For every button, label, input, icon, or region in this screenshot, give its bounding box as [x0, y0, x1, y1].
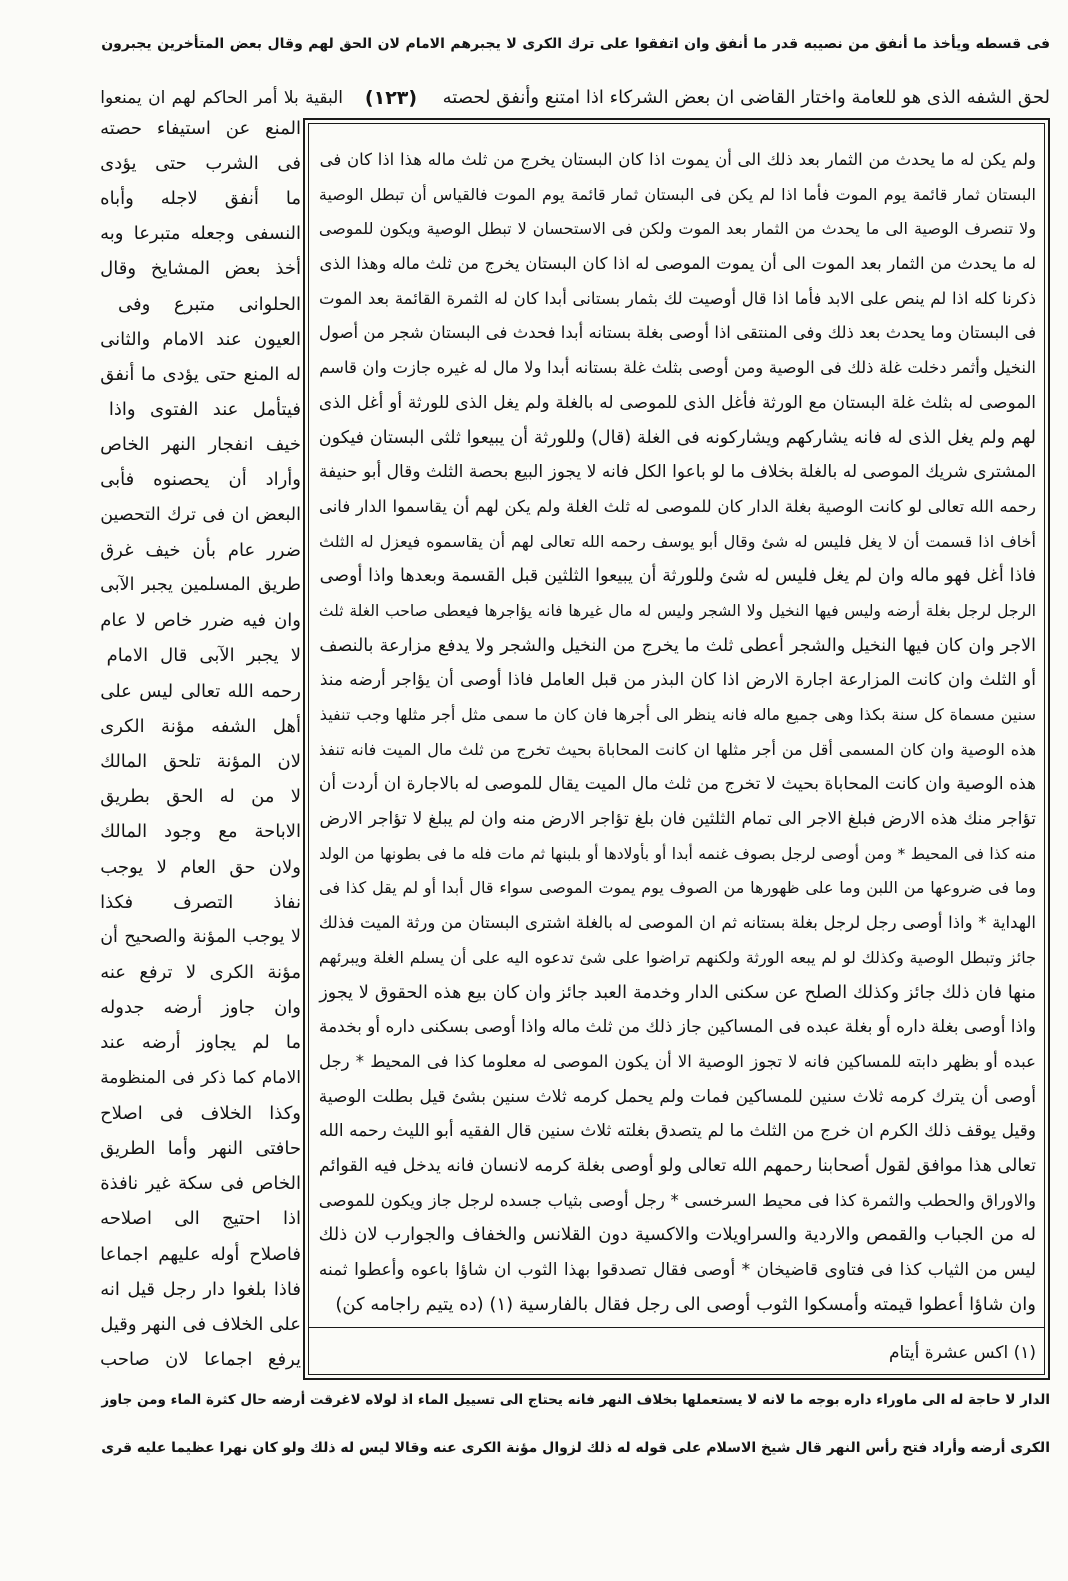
- main-text-line: الهداية * واذا أوصى رجل لرجل بغلة بستانه ثم ان الموصى له بالغلة اشترى البستان من ورثة الميت فذلك: [318, 913, 1036, 933]
- margin-note-line: له المنع حتى يؤدى ما أنفق: [100, 363, 301, 385]
- margin-note-line: لان المؤنة تلحق المالك: [100, 750, 301, 772]
- margin-note-line: ما لم يجاوز أرضه عند: [100, 1032, 301, 1054]
- page-number: (١٢٣): [364, 87, 418, 109]
- margin-note-line: الحلوانى متبرع وفى: [118, 293, 301, 315]
- footnote-rule: [309, 1327, 1044, 1328]
- footer-line: الكرى أرضه وأراد فتح رأس النهر قال شيخ الاسلام على قوله له ذلك لزوال مؤنة الكرى عنه وقالا ليس له ذلك ولو كان نهرا عظيما عليه قرى: [101, 1440, 1050, 1456]
- margin-note-line: ضرر عام بأن خيف غرق: [100, 539, 301, 561]
- main-text-line: البستان ثمار قائمة يوم الموت فأما اذا لم يكن فى البستان ثمار قائمة يوم الموت فالقياس أن تبطل الوصية: [318, 184, 1036, 204]
- margin-note-line: وكذا الخلاف فى اصلاح: [100, 1102, 301, 1124]
- margin-note-line: المنع عن استيفاء حصته: [100, 117, 301, 139]
- main-text-line: الرجل لرجل بغلة أرضه وليس فيها النخيل ولا الشجر وليس له مال غيرها فانه يؤاجرها فيعطى صاحب الغلة ثلث: [318, 601, 1036, 620]
- margin-note-line: لا يوجب المؤنة والصحيح أن: [100, 926, 301, 947]
- main-text-line: له ما يحدث من الثمار بعد الموت الى أن يموت الموصى له اذا كان البستان يخرج من ثلث ماله وهذا الذى: [319, 254, 1036, 274]
- main-text-line: منها فان ذلك جائز وكذلك الصلح عن سكنى الدار وخدمة العبد جائز وان كان بيع هذه الحقوق لا يجوز: [319, 982, 1036, 1003]
- margin-note-line: فى الشرب حتى يؤدى: [100, 152, 301, 174]
- margin-note-line: العيون عند الامام والثانى: [100, 328, 301, 350]
- footer-line: الدار لا حاجة له الى ماوراء داره بوجه ما لانه لا يستعملها بخلاف النهر فانه يحتاج الى تسييل الماء اذ لولاه لاغرقت أرضه حال كثرة الماء ومن جاوز: [101, 1392, 1050, 1408]
- margin-note-line: النسفى وجعله متبرعا وبه: [100, 223, 301, 245]
- margin-note-line: البعض ان فى ترك التحصين: [100, 504, 301, 525]
- margin-note-line: رحمه الله تعالى ليس على: [100, 680, 301, 702]
- main-text-line: أخاف اذا قسمت أن لا يغل فليس له شئ وقال أبو يوسف رحمه الله تعالى لهم أن يقاسموه فيعزل له الثلث: [319, 531, 1036, 551]
- main-text-line: والاوراق والحطب والثمرة كذا فى محيط السرخسى * رجل أوصى بثياب جسده لرجل جاز ويكون للموصى: [318, 1190, 1036, 1210]
- margin-note-line: لا من له الحق بطريق: [100, 786, 301, 808]
- main-text-line: وما فى ضروعها من اللبن وما على ظهورها من الصوف يوم يموت الموصى سواء قال أبدا أو لم يقل كذا فى: [319, 878, 1036, 898]
- main-text-line: المشترى شريك الموصى له بالغلة بخلاف ما لو باعوا الكل فانه لا يجوز البيع بحصة الثلث وقال أبو حنيفة: [319, 462, 1036, 483]
- margin-note-line: فيتأمل عند الفتوى واذا: [108, 399, 301, 421]
- margin-note-line: اذا احتيج الى اصلاحه: [100, 1208, 301, 1230]
- main-text-line: أوصى أن يترك كرمه ثلاث سنين للمساكين فمات ولم يحمل كرمه ثلاث سنين بشئ قيل بطلت الوصية: [318, 1086, 1036, 1107]
- main-text-line: واذا أوصى بغلة داره أو بغلة عبده فى المساكين جاز ذلك من ثلث ماله واذا أوصى بسكنى داره أو بخدمة: [318, 1017, 1036, 1038]
- main-text-line: منه كذا فى المحيط * ومن أوصى لرجل بصوف غنمه أبدا أو بأولادها أو بلبنها ثم مات فله ما فى بطونها من الولد: [319, 844, 1036, 863]
- margin-note-line: ولان حق العام لا يوجب: [100, 856, 301, 878]
- margin-note-line: فاذا بلغوا دار رجل قيل انه: [100, 1278, 301, 1300]
- margin-note-line: الاباحة مع وجود المالك: [100, 821, 301, 843]
- margin-note-line: ما أنفق لاجله وأباه: [100, 187, 301, 209]
- main-text-line: رحمه الله تعالى لو كانت الوصية بغلة الدار كان للموصى له ثلث الغلة ولم يكن لهم أن يقاسموا الدار فانى: [318, 496, 1036, 516]
- main-text-line: عبده أو بظهر دابته للمساكين فانه لا تجوز الوصية الا أن يكون الموصى له معلوما كذا فى المحيط * رجل: [318, 1051, 1036, 1071]
- main-text-line: سنين مسماة كل سنة بكذا وهى جميع ماله فانه ينظر الى أجرها فان كان ما سمى مثل أجر مثلها وجب تنفيذ: [319, 705, 1036, 724]
- margin-note-line: فاصلاح أوله عليهم اجماعا: [100, 1243, 301, 1265]
- main-text-line: هذه الوصية وان كان المسمى أقل من أجر مثلها ان كانت المحاباة بحيث تخرج من ثلث مال الميت فانه تنفذ: [318, 739, 1036, 759]
- margin-commentary: [98, 111, 301, 1378]
- main-text-line: ولم يكن له ما يحدث من الثمار بعد ذلك الى أن يموت اذا كان البستان يخرج من ثلث ماله هذا اذا كان فى: [319, 150, 1036, 169]
- margin-note-line: على الخلاف فى النهر وقيل: [100, 1313, 301, 1335]
- header-line: البقية بلا أمر الحاكم لهم ان يمنعوا: [100, 88, 343, 108]
- main-text-line: له من الجباب والقمص والاردية والسراويلات والاكسية دون القلانس والخفاف والجوارب لان ذلك: [318, 1224, 1036, 1246]
- main-text-line: تعالى هذا موافق لقول أصحابنا رحمهم الله تعالى ولو أوصى بغلة كرمه لانسان فانه يدخل فيه القوائم: [318, 1155, 1036, 1176]
- main-text-line: الاجر وان كان فيها النخيل والشجر أعطى ثلث ما يخرج من النخيل والشجر ولا يدفع مزارعة بالنصف: [319, 635, 1036, 656]
- main-text-line: ولا تنصرف الوصية الى ما يحدث من الثمار بعد الموت ولكن فى الاستحسان لا تبطل الوصية ويكون للموصى: [318, 219, 1036, 239]
- margin-note-line: حافتى النهر وأما الطريق: [100, 1138, 301, 1160]
- main-text-line: لهم ولم يغل الذى له فانه يشاركهم ويشاركونه فى الغلة (قال) وللورثة أن يبيعوا ثلثى البستان فيكون: [318, 427, 1036, 448]
- main-text-line: أو الثلث وان كانت المزارعة اجارة الارض اذا كان البذر من قبل العامل فاذا أوصى أن يؤاجر أرضه منذ: [319, 670, 1036, 691]
- main-text-line: جائز وتبطل الوصية وكذلك لو لم يبعه الورثة ولكنهم تراضوا على شئ تدعوه اليه على أن يسلم الغلة ويبرئهم: [318, 947, 1036, 967]
- footer-text-block: [98, 1376, 1050, 1472]
- main-text-line: تؤاجر منك هذه الارض فبلغ الاجر الى تمام الثلثين فان بلغ تؤاجر الارض منه وان لم يبلغ لا تؤاجر الارض: [319, 809, 1036, 830]
- main-text-line: فاذا أغل فهو ماله وان لم يغل فليس له شئ وللورثة أن يبيعوا الثلثين قبل القسمة وبعدها واذا أوصى: [319, 566, 1036, 587]
- margin-note-line: خيف انفجار النهر الخاص: [100, 434, 301, 456]
- margin-note-line: أخذ بعض المشايخ وقال: [100, 258, 301, 280]
- main-text-line: النخيل وأثمر دخلت غلة ذلك فى الوصية ومن أوصى بثلث غلة بستانه أبدا ولا مال له غيره جازت وان قاسم: [319, 358, 1036, 378]
- main-text-line: ذكرنا كله اذا لم ينص على الابد فأما اذا قال أوصيت لك بثمار بستانى أبدا كان له الثمرة القائمة بعد الموت: [319, 288, 1036, 308]
- margin-note-line: الامام كما ذكر فى المنظومة: [100, 1067, 301, 1088]
- margin-note-line: وأراد أن يحصنوه فأبى: [100, 469, 301, 491]
- main-text-line: وان شاؤا أعطوا قيمته وأمسكوا الثوب أوصى الى رجل فقال بالفارسية (١) (ده يتيم راجامه كن): [335, 1293, 1036, 1315]
- margin-note-line: لا يجبر الآبى قال الامام: [106, 645, 301, 667]
- margin-note-line: مؤنة الكرى لا ترفع عنه: [100, 962, 301, 984]
- margin-note-line: أهل الشفه مؤنة الكرى: [100, 715, 301, 737]
- margin-note-line: وان فيه ضرر خاص لا عام: [100, 610, 301, 632]
- header-line: فى قسطه ويأخذ ما أنفق من نصيبه قدر ما أنفق وان اتفقوا على ترك الكرى لا يجبرهم الامام لان الحق لهم وقال بعض المتأخرين يجبرون: [101, 36, 1050, 52]
- margin-note-line: يرفع اجماعا لان صاحب: [100, 1349, 301, 1371]
- margin-note-line: الخاص فى سكة غير نافذة: [100, 1173, 301, 1195]
- header-line: لحق الشفه الذى هو للعامة واختار القاضى ان بعض الشركاء اذا امتنع وأنفق لحصته: [442, 87, 1050, 108]
- main-text-line: وقيل يوقف ذلك الكرم ان خرج من الثلث ما لم يتصدق بغلته ثلاث سنين قال الفقيه أبو الليث رحمه الله: [318, 1121, 1036, 1142]
- footnote: (١) اكس عشرة أيتام: [889, 1343, 1036, 1363]
- main-text-block: [316, 143, 1036, 1322]
- margin-note-line: نفاذ التصرف فكذا: [100, 891, 301, 913]
- margin-note-line: طريق المسلمين يجبر الآبى: [100, 575, 301, 596]
- main-text-line: الموصى له بثلث غلة البستان مع الورثة فأغل الذى للموصى له بالغلة ولم يغل الذى للورثة أو أغل الذى: [318, 392, 1036, 413]
- main-text-line: فى البستان وما يحدث بعد ذلك وفى المنتقى اذا أوصى بغلة بستانه أبدا فحدث فى البستان شجر من أصول: [319, 323, 1036, 343]
- main-text-line: هذه الوصية وان كانت المحاباة بحيث لا تخرج من ثلث مال الميت يقال للموصى له بالاجارة ان أردت أن: [318, 774, 1036, 795]
- main-text-line: ليس من الثياب كذا فى فتاوى قاضيخان * أوصى فقال تصدقوا بهذا الثوب ان شاؤا باعوه وأعطوا ثمنه: [318, 1260, 1036, 1280]
- margin-note-line: وان جاوز أرضه جدوله: [100, 997, 301, 1019]
